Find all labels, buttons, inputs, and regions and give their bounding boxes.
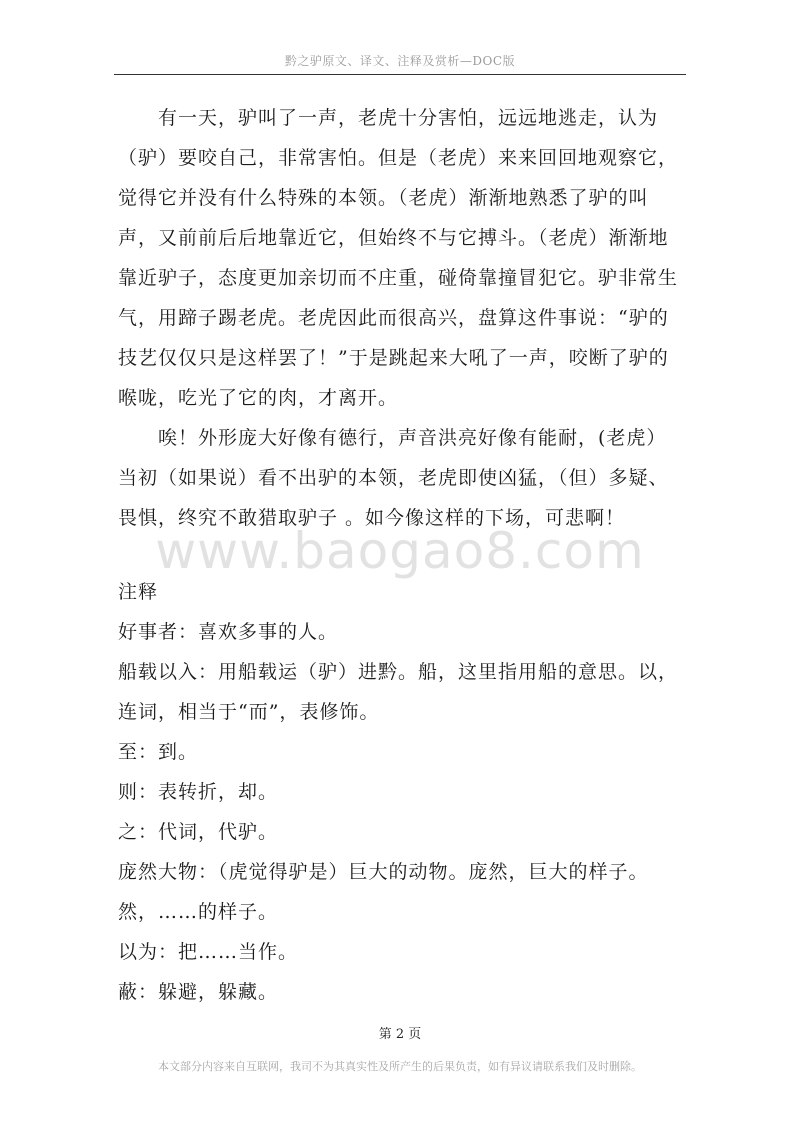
note-item: 蔽：躲避，躲藏。: [118, 981, 279, 1003]
note-item: 之：代词，代驴。: [118, 821, 279, 843]
note-item: 至：到。: [118, 741, 199, 763]
footer-disclaimer: 本文部分内容来自互联网，我司不为其真实性及所产生的后果负责，如有异议请联系我们及时删除。: [158, 1060, 642, 1073]
page-number: 第 2 页: [378, 1027, 422, 1042]
document-body: [118, 98, 684, 1012]
watermark: www.baogao8.com: [155, 522, 645, 580]
note-item: 以为：把……当作。: [118, 941, 299, 963]
note-item: 则：表转折，却。: [118, 781, 279, 803]
paragraph-translation-2: 唉！外形庞大好像有德行，声音洪亮好像有能耐，(老虎）当初（如果说）看不出驴的本领，老虎即使凶猛，（但）多疑、畏惧，终究不敢猎取驴子 。如今像这样的下场，可悲啊！: [118, 427, 669, 529]
running-header: 黔之驴原文、译文、注释及赏析—DOC版: [284, 54, 516, 68]
notes-heading: 注释: [118, 581, 159, 603]
paragraph-translation-1: 有一天，驴叫了一声，老虎十分害怕，远远地逃走，认为（驴）要咬自己，非常害怕。但是（老虎）来来回回地观察它，觉得它并没有什么特殊的本领。（老虎）渐渐地熟悉了驴的叫声，又前前后后地靠近它，但始终不与它搏斗。（老虎）渐渐地靠近驴子，态度更加亲切而不庄重，碰倚靠撞冒犯它。驴非常生气，用蹄子踢老虎。老虎因此而很高兴，盘算这件事说：“驴的技艺仅仅只是这样罢了！”于是跳起来大吼了一声，咬断了驴的喉咙，吃光了它的肉，才离开。: [118, 107, 679, 409]
note-item: 庞然大物：（虎觉得驴是）巨大的动物。庞然，巨大的样子。然，……的样子。: [118, 861, 649, 923]
note-item: 船载以入：用船载运（驴）进黔。船，这里指用船的意思。以，连词，相当于“而”，表修饰。: [118, 661, 679, 723]
section-spacer: [118, 538, 684, 572]
note-item: 好事者：喜欢多事的人。: [118, 621, 339, 643]
header-rule: [114, 74, 686, 75]
